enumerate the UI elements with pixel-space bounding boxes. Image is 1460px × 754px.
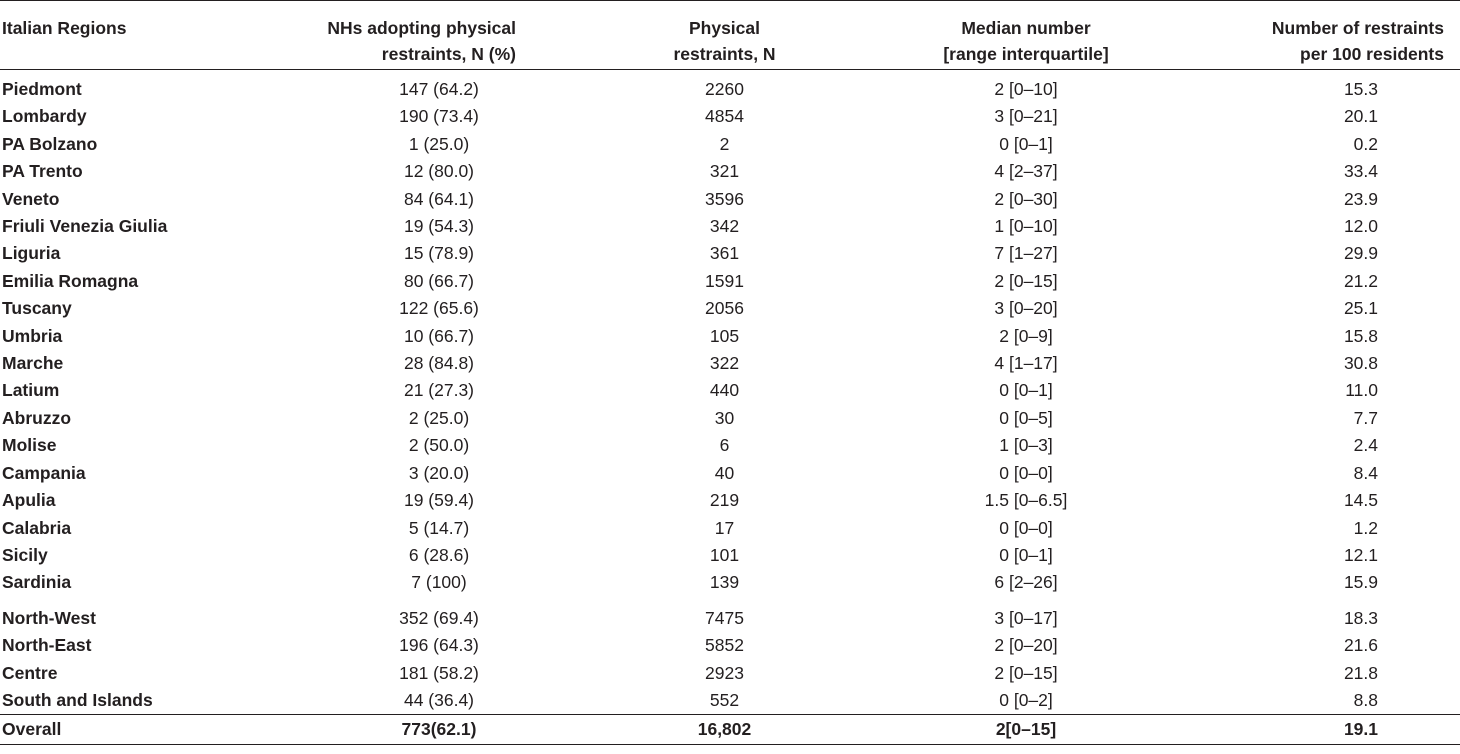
physical-restraints-cell: 219 (709, 490, 740, 511)
physical-restraints-cell: 440 (709, 380, 740, 401)
median-number-cell: 0 [0–1] (999, 380, 1053, 401)
per-100-cell: 15.9 (1343, 572, 1378, 593)
region-row (0, 515, 1460, 542)
nhs-adopting-cell: 12 (80.0) (403, 161, 475, 182)
physical-restraints-cell: 139 (709, 572, 740, 593)
region-name: Lombardy (2, 106, 87, 127)
median-number-cell: 0 [0–5] (999, 407, 1053, 428)
region-name: Latium (2, 380, 60, 401)
nhs-adopting-cell: 7 (100) (411, 572, 467, 593)
area-row (0, 605, 1460, 632)
nhs-adopting-cell: 44 (36.4) (403, 689, 475, 710)
nhs-adopting-cell: 773(62.1) (401, 719, 477, 740)
median-number-cell: 0 [0–0] (999, 517, 1053, 538)
median-number-cell: 0 [0–1] (999, 133, 1053, 154)
region-row (0, 323, 1460, 350)
region-name: Centre (2, 662, 58, 683)
physical-restraints-cell: 17 (714, 517, 735, 538)
per-100-cell: 8.8 (1353, 689, 1378, 710)
group-spacer (0, 597, 1460, 605)
per-100-cell: 21.6 (1343, 635, 1378, 656)
table-body (0, 70, 1460, 745)
region-name: Molise (2, 435, 57, 456)
nhs-adopting-cell: 2 (25.0) (408, 407, 470, 428)
area-row (0, 687, 1460, 715)
per-100-cell: 33.4 (1343, 161, 1378, 182)
nhs-adopting-cell: 190 (73.4) (399, 106, 479, 127)
physical-restraints-cell: 101 (709, 544, 740, 565)
nhs-adopting-cell: 2 (50.0) (408, 435, 470, 456)
header-physical-restraints: Physical restraints, N (673, 18, 776, 64)
median-number-cell: 4 [1–17] (994, 353, 1058, 374)
per-100-cell: 14.5 (1343, 490, 1378, 511)
median-number-cell: 1.5 [0–6.5] (984, 490, 1068, 511)
median-number-cell: 3 [0–20] (994, 298, 1058, 319)
median-number-cell: 6 [2–26] (994, 572, 1058, 593)
nhs-adopting-cell: 196 (64.3) (399, 635, 479, 656)
region-name: South and Islands (2, 689, 153, 710)
per-100-cell: 12.0 (1343, 216, 1378, 237)
median-number-cell: 2 [0–15] (994, 662, 1058, 683)
header-region: Italian Regions (2, 18, 127, 38)
region-row (0, 405, 1460, 432)
median-number-cell: 2 [0–30] (994, 188, 1058, 209)
median-number-cell: 3 [0–21] (994, 106, 1058, 127)
physical-restraints-cell: 7475 (705, 607, 744, 628)
per-100-cell: 1.2 (1353, 517, 1378, 538)
region-row (0, 103, 1460, 130)
region-name: North-West (2, 607, 96, 628)
median-number-cell: 0 [0–0] (999, 462, 1053, 483)
region-row (0, 186, 1460, 213)
area-row (0, 660, 1460, 687)
per-100-cell: 20.1 (1343, 106, 1378, 127)
region-name: Piedmont (2, 79, 82, 99)
median-number-cell: 1 [0–10] (994, 216, 1058, 237)
region-name: Liguria (2, 243, 61, 264)
median-number-cell: 0 [0–2] (999, 689, 1053, 710)
physical-restraints-cell: 361 (709, 243, 740, 264)
nhs-adopting-cell: 84 (64.1) (403, 188, 475, 209)
region-name: Veneto (2, 188, 60, 209)
physical-restraints-cell: 30 (714, 407, 735, 428)
physical-restraints-cell: 1591 (705, 270, 744, 291)
region-row (0, 569, 1460, 596)
header-nhs-adopting: NHs adopting physical restraints, N (%) (327, 18, 516, 64)
region-row (0, 487, 1460, 514)
per-100-cell: 29.9 (1343, 243, 1378, 264)
nhs-adopting-cell: 181 (58.2) (399, 662, 479, 683)
nhs-adopting-cell: 5 (14.7) (408, 517, 470, 538)
region-row (0, 70, 1460, 104)
region-row (0, 131, 1460, 158)
median-number-cell: 2 [0–20] (994, 635, 1058, 656)
physical-restraints-cell: 6 (719, 435, 730, 456)
per-100-cell: 2.4 (1353, 435, 1378, 456)
physical-restraints-cell: 2 (719, 133, 730, 154)
physical-restraints-cell: 2260 (705, 79, 744, 99)
region-row (0, 158, 1460, 185)
table-header (0, 1, 1460, 70)
physical-restraints-cell: 5852 (705, 635, 744, 656)
nhs-adopting-cell: 15 (78.9) (403, 243, 475, 264)
per-100-cell: 25.1 (1343, 298, 1378, 319)
header-per-100-residents: Number of restraints per 100 residents (1271, 18, 1444, 64)
per-100-cell: 11.0 (1345, 380, 1378, 401)
region-name: Sardinia (2, 572, 72, 593)
region-name: Calabria (2, 517, 72, 538)
per-100-cell: 19.1 (1343, 719, 1378, 740)
per-100-cell: 0.2 (1353, 133, 1378, 154)
nhs-adopting-cell: 352 (69.4) (399, 607, 479, 628)
median-number-cell: 4 [2–37] (994, 161, 1058, 182)
nhs-adopting-cell: 21 (27.3) (403, 380, 475, 401)
header-median-number: Median number [range interquartile] (943, 18, 1109, 64)
physical-restraints-cell: 2923 (705, 662, 744, 683)
median-number-cell: 3 [0–17] (994, 607, 1058, 628)
physical-restraints-cell: 2056 (705, 298, 744, 319)
region-row (0, 295, 1460, 322)
region-row (0, 460, 1460, 487)
nhs-adopting-cell: 3 (20.0) (408, 462, 470, 483)
region-name: Abruzzo (2, 407, 72, 428)
nhs-adopting-cell: 122 (65.6) (399, 298, 479, 319)
region-name: PA Trento (2, 161, 83, 182)
physical-restraints-cell: 4854 (705, 106, 744, 127)
median-number-cell: 0 [0–1] (999, 544, 1053, 565)
overall-row (0, 715, 1460, 745)
physical-restraints-cell: 3596 (705, 188, 744, 209)
region-name: Tuscany (2, 298, 72, 319)
region-row (0, 213, 1460, 240)
per-100-cell: 30.8 (1343, 353, 1378, 374)
physical-restraints-cell: 552 (709, 689, 740, 710)
region-row (0, 542, 1460, 569)
nhs-adopting-cell: 28 (84.8) (403, 353, 475, 374)
per-100-cell: 7.7 (1353, 407, 1378, 428)
region-row (0, 377, 1460, 404)
region-row (0, 240, 1460, 267)
region-row (0, 432, 1460, 459)
area-row (0, 632, 1460, 659)
nhs-adopting-cell: 19 (54.3) (403, 216, 475, 237)
per-100-cell: 12.1 (1343, 544, 1378, 565)
region-row (0, 350, 1460, 377)
region-name: Overall (2, 719, 62, 740)
median-number-cell: 2 [0–9] (999, 325, 1053, 346)
physical-restraints-cell: 342 (709, 216, 740, 237)
physical-restraints-cell: 321 (709, 161, 740, 182)
per-100-cell: 8.4 (1353, 462, 1378, 483)
region-name: North-East (2, 635, 92, 656)
region-name: PA Bolzano (2, 133, 98, 154)
per-100-cell: 21.2 (1343, 270, 1378, 291)
nhs-adopting-cell: 10 (66.7) (403, 325, 475, 346)
median-number-cell: 2 [0–15] (994, 270, 1058, 291)
region-name: Friuli Venezia Giulia (2, 216, 168, 237)
physical-restraints-cell: 322 (709, 353, 740, 374)
region-name: Apulia (2, 490, 56, 511)
physical-restraints-cell: 40 (714, 462, 735, 483)
region-name: Sicily (2, 544, 48, 565)
nhs-adopting-cell: 19 (59.4) (403, 490, 475, 511)
nhs-adopting-cell: 6 (28.6) (408, 544, 470, 565)
per-100-cell: 21.8 (1343, 662, 1378, 683)
median-number-cell: 2 [0–10] (994, 79, 1058, 99)
region-name: Umbria (2, 325, 63, 346)
per-100-cell: 23.9 (1343, 188, 1378, 209)
nhs-adopting-cell: 147 (64.2) (399, 79, 479, 99)
region-name: Campania (2, 462, 86, 483)
region-name: Emilia Romagna (2, 270, 139, 291)
per-100-cell: 15.3 (1343, 79, 1378, 99)
per-100-cell: 18.3 (1343, 607, 1378, 628)
nhs-adopting-cell: 80 (66.7) (403, 270, 475, 291)
per-100-cell: 15.8 (1343, 325, 1378, 346)
nhs-adopting-cell: 1 (25.0) (408, 133, 470, 154)
median-number-cell: 7 [1–27] (994, 243, 1058, 264)
physical-restraints-cell: 16,802 (697, 719, 752, 740)
median-number-cell: 2[0–15] (995, 719, 1057, 740)
region-row (0, 268, 1460, 295)
region-name: Marche (2, 353, 64, 374)
median-number-cell: 1 [0–3] (999, 435, 1053, 456)
physical-restraints-cell: 105 (709, 325, 740, 346)
